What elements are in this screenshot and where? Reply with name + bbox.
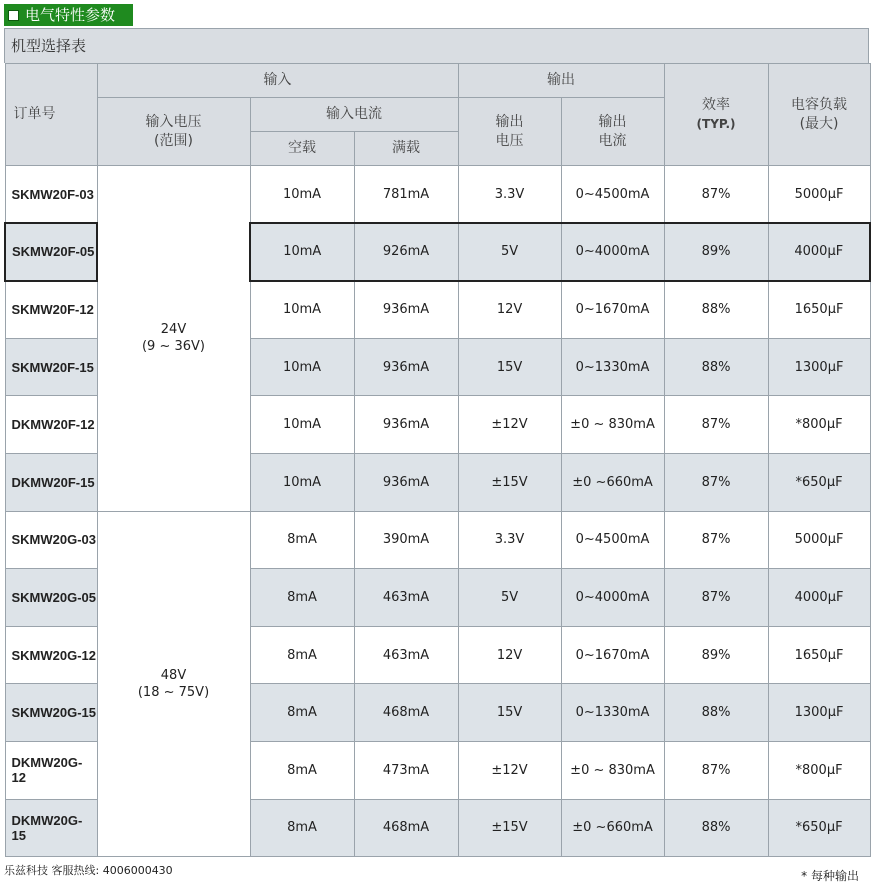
output-current-cell: ±0 ~ 830mA bbox=[561, 741, 664, 799]
header-efficiency bbox=[664, 64, 768, 166]
output-current-cell: 0~4000mA bbox=[561, 223, 664, 281]
model-cell: SKMW20F-12 bbox=[5, 281, 97, 339]
header-output: 输出 bbox=[458, 64, 664, 98]
output-current-cell: 0~1670mA bbox=[561, 626, 664, 684]
cap-load-cell: *800μF bbox=[768, 396, 870, 454]
square-bullet-icon bbox=[8, 10, 19, 21]
header-full-load: 满载 bbox=[354, 132, 458, 166]
efficiency-cell: 87% bbox=[664, 511, 768, 569]
output-current-cell: 0~4500mA bbox=[561, 166, 664, 224]
header-input: 输入 bbox=[97, 64, 458, 98]
cap-load-cell: 1650μF bbox=[768, 626, 870, 684]
no-load-current-cell: 8mA bbox=[250, 569, 354, 627]
table-body bbox=[5, 166, 870, 857]
table-title: 机型选择表 bbox=[4, 28, 869, 63]
efficiency-cell: 89% bbox=[664, 626, 768, 684]
input-voltage-cell bbox=[97, 511, 250, 857]
full-load-current-cell: 936mA bbox=[354, 396, 458, 454]
input-voltage-value: 24V bbox=[160, 322, 187, 338]
cap-load-cell: 1300μF bbox=[768, 338, 870, 396]
no-load-current-cell: 8mA bbox=[250, 741, 354, 799]
output-voltage-cell: ±12V bbox=[458, 741, 561, 799]
cap-load-cell: 5000μF bbox=[768, 166, 870, 224]
cap-load-cell: *800μF bbox=[768, 741, 870, 799]
output-voltage-cell: 5V bbox=[458, 569, 561, 627]
efficiency-cell: 88% bbox=[664, 799, 768, 857]
cap-load-cell: 5000μF bbox=[768, 511, 870, 569]
input-voltage-cell bbox=[97, 166, 250, 512]
full-load-current-cell: 468mA bbox=[354, 684, 458, 742]
efficiency-cell: 87% bbox=[664, 396, 768, 454]
output-voltage-cell: 3.3V bbox=[458, 511, 561, 569]
full-load-current-cell: 936mA bbox=[354, 281, 458, 339]
output-voltage-cell: 15V bbox=[458, 338, 561, 396]
no-load-current-cell: 8mA bbox=[250, 684, 354, 742]
header-output-voltage-line1: 输出 bbox=[495, 113, 524, 130]
section-title: 电气特性参数 bbox=[25, 6, 116, 24]
full-load-current-cell: 473mA bbox=[354, 741, 458, 799]
header-efficiency-label: 效率 bbox=[702, 96, 731, 113]
model-cell: DKMW20F-12 bbox=[5, 396, 97, 454]
output-current-cell: ±0 ~ 830mA bbox=[561, 396, 664, 454]
output-current-cell: 0~4500mA bbox=[561, 511, 664, 569]
header-input-voltage bbox=[97, 98, 250, 166]
output-voltage-cell: 3.3V bbox=[458, 166, 561, 224]
full-load-current-cell: 390mA bbox=[354, 511, 458, 569]
no-load-current-cell: 10mA bbox=[250, 166, 354, 224]
table-row bbox=[5, 166, 870, 224]
no-load-current-cell: 10mA bbox=[250, 453, 354, 511]
header-input-voltage-label: 输入电压 bbox=[145, 113, 202, 130]
header-order-no: 订单号 bbox=[5, 64, 97, 166]
efficiency-cell: 87% bbox=[664, 453, 768, 511]
model-cell: SKMW20G-15 bbox=[5, 684, 97, 742]
output-voltage-cell: 5V bbox=[458, 223, 561, 281]
full-load-current-cell: 936mA bbox=[354, 453, 458, 511]
model-cell: SKMW20G-12 bbox=[5, 626, 97, 684]
header-output-voltage-line2: 电压 bbox=[495, 132, 524, 149]
output-current-cell: ±0 ~660mA bbox=[561, 799, 664, 857]
no-load-current-cell: 10mA bbox=[250, 396, 354, 454]
output-current-cell: 0~1330mA bbox=[561, 338, 664, 396]
output-current-cell: 0~4000mA bbox=[561, 569, 664, 627]
no-load-current-cell: 10mA bbox=[250, 281, 354, 339]
no-load-current-cell: 8mA bbox=[250, 511, 354, 569]
full-load-current-cell: 463mA bbox=[354, 569, 458, 627]
efficiency-cell: 87% bbox=[664, 741, 768, 799]
full-load-current-cell: 781mA bbox=[354, 166, 458, 224]
model-cell: SKMW20G-03 bbox=[5, 511, 97, 569]
output-voltage-cell: ±15V bbox=[458, 799, 561, 857]
cap-load-cell: *650μF bbox=[768, 799, 870, 857]
header-output-current bbox=[561, 98, 664, 166]
efficiency-cell: 87% bbox=[664, 166, 768, 224]
header-input-voltage-sub: (范围) bbox=[154, 132, 193, 149]
model-cell: SKMW20F-05 bbox=[5, 223, 97, 281]
model-cell: SKMW20G-05 bbox=[5, 569, 97, 627]
cap-load-cell: 1650μF bbox=[768, 281, 870, 339]
input-voltage-range: (9 ~ 36V) bbox=[141, 339, 205, 355]
full-load-current-cell: 463mA bbox=[354, 626, 458, 684]
header-input-current: 输入电流 bbox=[250, 98, 458, 132]
cap-load-cell: 4000μF bbox=[768, 569, 870, 627]
header-no-load: 空载 bbox=[250, 132, 354, 166]
full-load-current-cell: 936mA bbox=[354, 338, 458, 396]
model-cell: DKMW20G-12 bbox=[5, 741, 97, 799]
output-voltage-cell: 15V bbox=[458, 684, 561, 742]
output-voltage-cell: 12V bbox=[458, 281, 561, 339]
header-cap-load-sub: (最大) bbox=[799, 115, 839, 132]
input-voltage-range: (18 ~ 75V) bbox=[137, 684, 210, 700]
efficiency-cell: 89% bbox=[664, 223, 768, 281]
header-efficiency-sub: (TYP.) bbox=[696, 116, 736, 131]
input-voltage-value: 48V bbox=[160, 667, 187, 683]
cap-load-cell: 4000μF bbox=[768, 223, 870, 281]
footer-company: 乐兹科技 客服热线: 4006000430 bbox=[4, 864, 173, 877]
cap-load-cell: *650μF bbox=[768, 453, 870, 511]
no-load-current-cell: 8mA bbox=[250, 626, 354, 684]
efficiency-cell: 88% bbox=[664, 684, 768, 742]
table-row bbox=[5, 511, 870, 569]
model-cell: SKMW20F-15 bbox=[5, 338, 97, 396]
model-cell: DKMW20G-15 bbox=[5, 799, 97, 857]
full-load-current-cell: 926mA bbox=[354, 223, 458, 281]
header-cap-load bbox=[768, 64, 870, 166]
efficiency-cell: 88% bbox=[664, 338, 768, 396]
section-title-badge bbox=[4, 4, 133, 26]
output-current-cell: ±0 ~660mA bbox=[561, 453, 664, 511]
header-output-voltage bbox=[458, 98, 561, 166]
output-voltage-cell: ±15V bbox=[458, 453, 561, 511]
no-load-current-cell: 8mA bbox=[250, 799, 354, 857]
model-selection-table bbox=[4, 63, 871, 857]
efficiency-cell: 87% bbox=[664, 569, 768, 627]
no-load-current-cell: 10mA bbox=[250, 223, 354, 281]
full-load-current-cell: 468mA bbox=[354, 799, 458, 857]
model-cell: SKMW20F-03 bbox=[5, 166, 97, 224]
footer-note: * 每种输出 bbox=[801, 869, 859, 883]
cap-load-cell: 1300μF bbox=[768, 684, 870, 742]
output-current-cell: 0~1330mA bbox=[561, 684, 664, 742]
header-output-current-line2: 电流 bbox=[598, 132, 627, 149]
output-current-cell: 0~1670mA bbox=[561, 281, 664, 339]
header-cap-load-label: 电容负载 bbox=[791, 96, 848, 113]
header-output-current-line1: 输出 bbox=[598, 113, 627, 130]
output-voltage-cell: ±12V bbox=[458, 396, 561, 454]
efficiency-cell: 88% bbox=[664, 281, 768, 339]
model-cell: DKMW20F-15 bbox=[5, 453, 97, 511]
output-voltage-cell: 12V bbox=[458, 626, 561, 684]
no-load-current-cell: 10mA bbox=[250, 338, 354, 396]
